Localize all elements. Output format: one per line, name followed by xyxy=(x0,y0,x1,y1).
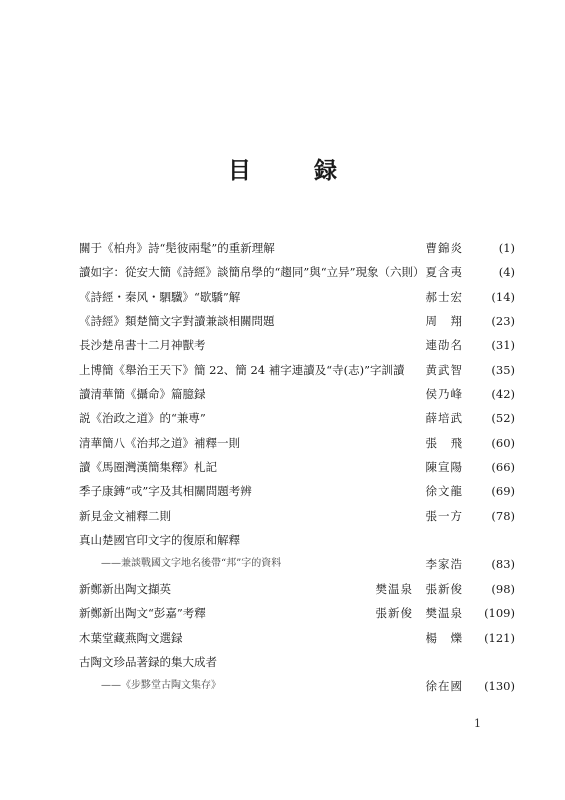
toc-entry-author: 張新俊 樊温泉 xyxy=(375,606,463,621)
toc-entry-page: (35) xyxy=(491,362,515,377)
toc-entry-author: 樊温泉 張新俊 xyxy=(375,581,463,596)
toc-entry-page: (23) xyxy=(491,314,515,329)
toc-entry-author: 徐在國 xyxy=(425,679,463,694)
toc-entry xyxy=(79,309,515,333)
toc-entry-title: ——兼談戰國文字地名後帶“邦”字的資料 xyxy=(101,558,282,570)
toc-entry-title: 清華簡八《治邦之道》補釋一則 xyxy=(79,435,240,450)
toc-entry-author: 張 飛 xyxy=(425,435,463,450)
toc-entry xyxy=(79,431,515,455)
toc-entry-page: (14) xyxy=(491,289,515,304)
toc-entry-page: (78) xyxy=(491,508,515,523)
toc-entry xyxy=(79,382,515,406)
toc-entry xyxy=(79,358,515,382)
toc-entry-title: 木葉堂藏燕陶文選録 xyxy=(79,630,183,645)
toc-entry xyxy=(79,236,515,260)
toc-entry xyxy=(79,285,515,309)
toc-entry xyxy=(79,260,515,284)
toc-entry-title: 新見金文補釋二則 xyxy=(79,508,171,523)
toc-entry-title: 讀清華簡《攝命》篇臆録 xyxy=(79,387,206,402)
toc-entry xyxy=(79,601,515,625)
toc-entry xyxy=(79,455,515,479)
toc-entry-title: 上博簡《舉治王天下》簡 22、簡 24 補字連讀及“寺(志)”字訓讀 xyxy=(79,362,405,377)
toc-entry-author: 侯乃峰 xyxy=(425,387,463,402)
toc-entry-title: 新鄭新出陶文擷英 xyxy=(79,581,171,596)
toc-entry-author: 連劭名 xyxy=(425,338,463,353)
toc-entry xyxy=(79,674,515,698)
toc-entry-author: 徐文龍 xyxy=(425,484,463,499)
toc-entry-author: 陳宣陽 xyxy=(425,460,463,475)
toc-entry-author: 郝士宏 xyxy=(425,289,463,304)
toc-entry xyxy=(79,504,515,528)
toc-entry-author: 曹錦炎 xyxy=(425,241,463,255)
toc-entry-page: (60) xyxy=(491,435,515,450)
toc-entry-author: 黄武智 xyxy=(425,362,463,377)
toc-entry-title: 説《治政之道》的“兼尃” xyxy=(79,411,206,426)
toc-entry-title: ——《步黟堂古陶文集存》 xyxy=(101,680,221,692)
toc-entry xyxy=(79,626,515,650)
toc-entry-page: (121) xyxy=(484,630,515,645)
toc-entry-title: 新鄭新出陶文“彭嘉”考釋 xyxy=(79,606,206,621)
toc-entry-title: 古陶文珍品著録的集大成者 xyxy=(79,654,217,669)
toc-entry-page: (66) xyxy=(491,460,515,475)
toc-entry-page: (1) xyxy=(498,241,515,255)
toc-entry-page: (31) xyxy=(491,338,515,353)
toc-entry xyxy=(79,333,515,357)
toc-entry-title: 長沙楚帛書十二月神獸考 xyxy=(79,338,206,353)
toc-entry xyxy=(79,577,515,601)
toc-entry-author: 楊 爍 xyxy=(425,630,463,645)
toc-entry-author: 張一方 xyxy=(425,508,463,523)
toc-entry-title: 《詩經》類楚簡文字對讀兼談相關問題 xyxy=(79,314,275,329)
toc-entry-page: (42) xyxy=(491,387,515,402)
toc-entry-title: 讀如字：從安大簡《詩經》談簡帛學的“趨同”與“立异”現象（六則） xyxy=(79,265,425,280)
toc-entry xyxy=(79,650,515,674)
toc-entry xyxy=(79,479,515,503)
toc-entry-page: (109) xyxy=(484,606,515,621)
toc-entry xyxy=(79,552,515,576)
toc-entry-page: (52) xyxy=(491,411,515,426)
toc-entry-author: 薛培武 xyxy=(425,411,463,426)
table-of-contents xyxy=(79,236,515,699)
toc-entry-title: 《詩經・秦风・駟驖》“歇驕”解 xyxy=(79,289,241,304)
toc-entry-title: 季子康鎛“戓”字及其相關問題考辨 xyxy=(79,484,252,499)
toc-entry-page: (130) xyxy=(484,679,515,694)
toc-entry-title: 讀《馬圈灣漢簡集釋》札記 xyxy=(79,460,217,475)
toc-entry xyxy=(79,406,515,430)
toc-entry-page: (83) xyxy=(491,557,515,572)
toc-entry-title: 關于《柏舟》詩“髧彼兩髦”的重新理解 xyxy=(79,241,275,255)
toc-entry-author: 夏含夷 xyxy=(425,265,463,280)
toc-entry xyxy=(79,528,515,552)
toc-entry-page: (98) xyxy=(491,581,515,596)
toc-entry-title: 真山楚國官印文字的復原和解釋 xyxy=(79,533,240,548)
toc-entry-page: (69) xyxy=(491,484,515,499)
page-number: 1 xyxy=(474,717,481,730)
page-title: 目 録 xyxy=(228,158,357,184)
toc-entry-page: (4) xyxy=(498,265,515,280)
toc-entry-author: 周 翔 xyxy=(425,314,463,329)
toc-entry-author: 李家浩 xyxy=(425,557,463,572)
